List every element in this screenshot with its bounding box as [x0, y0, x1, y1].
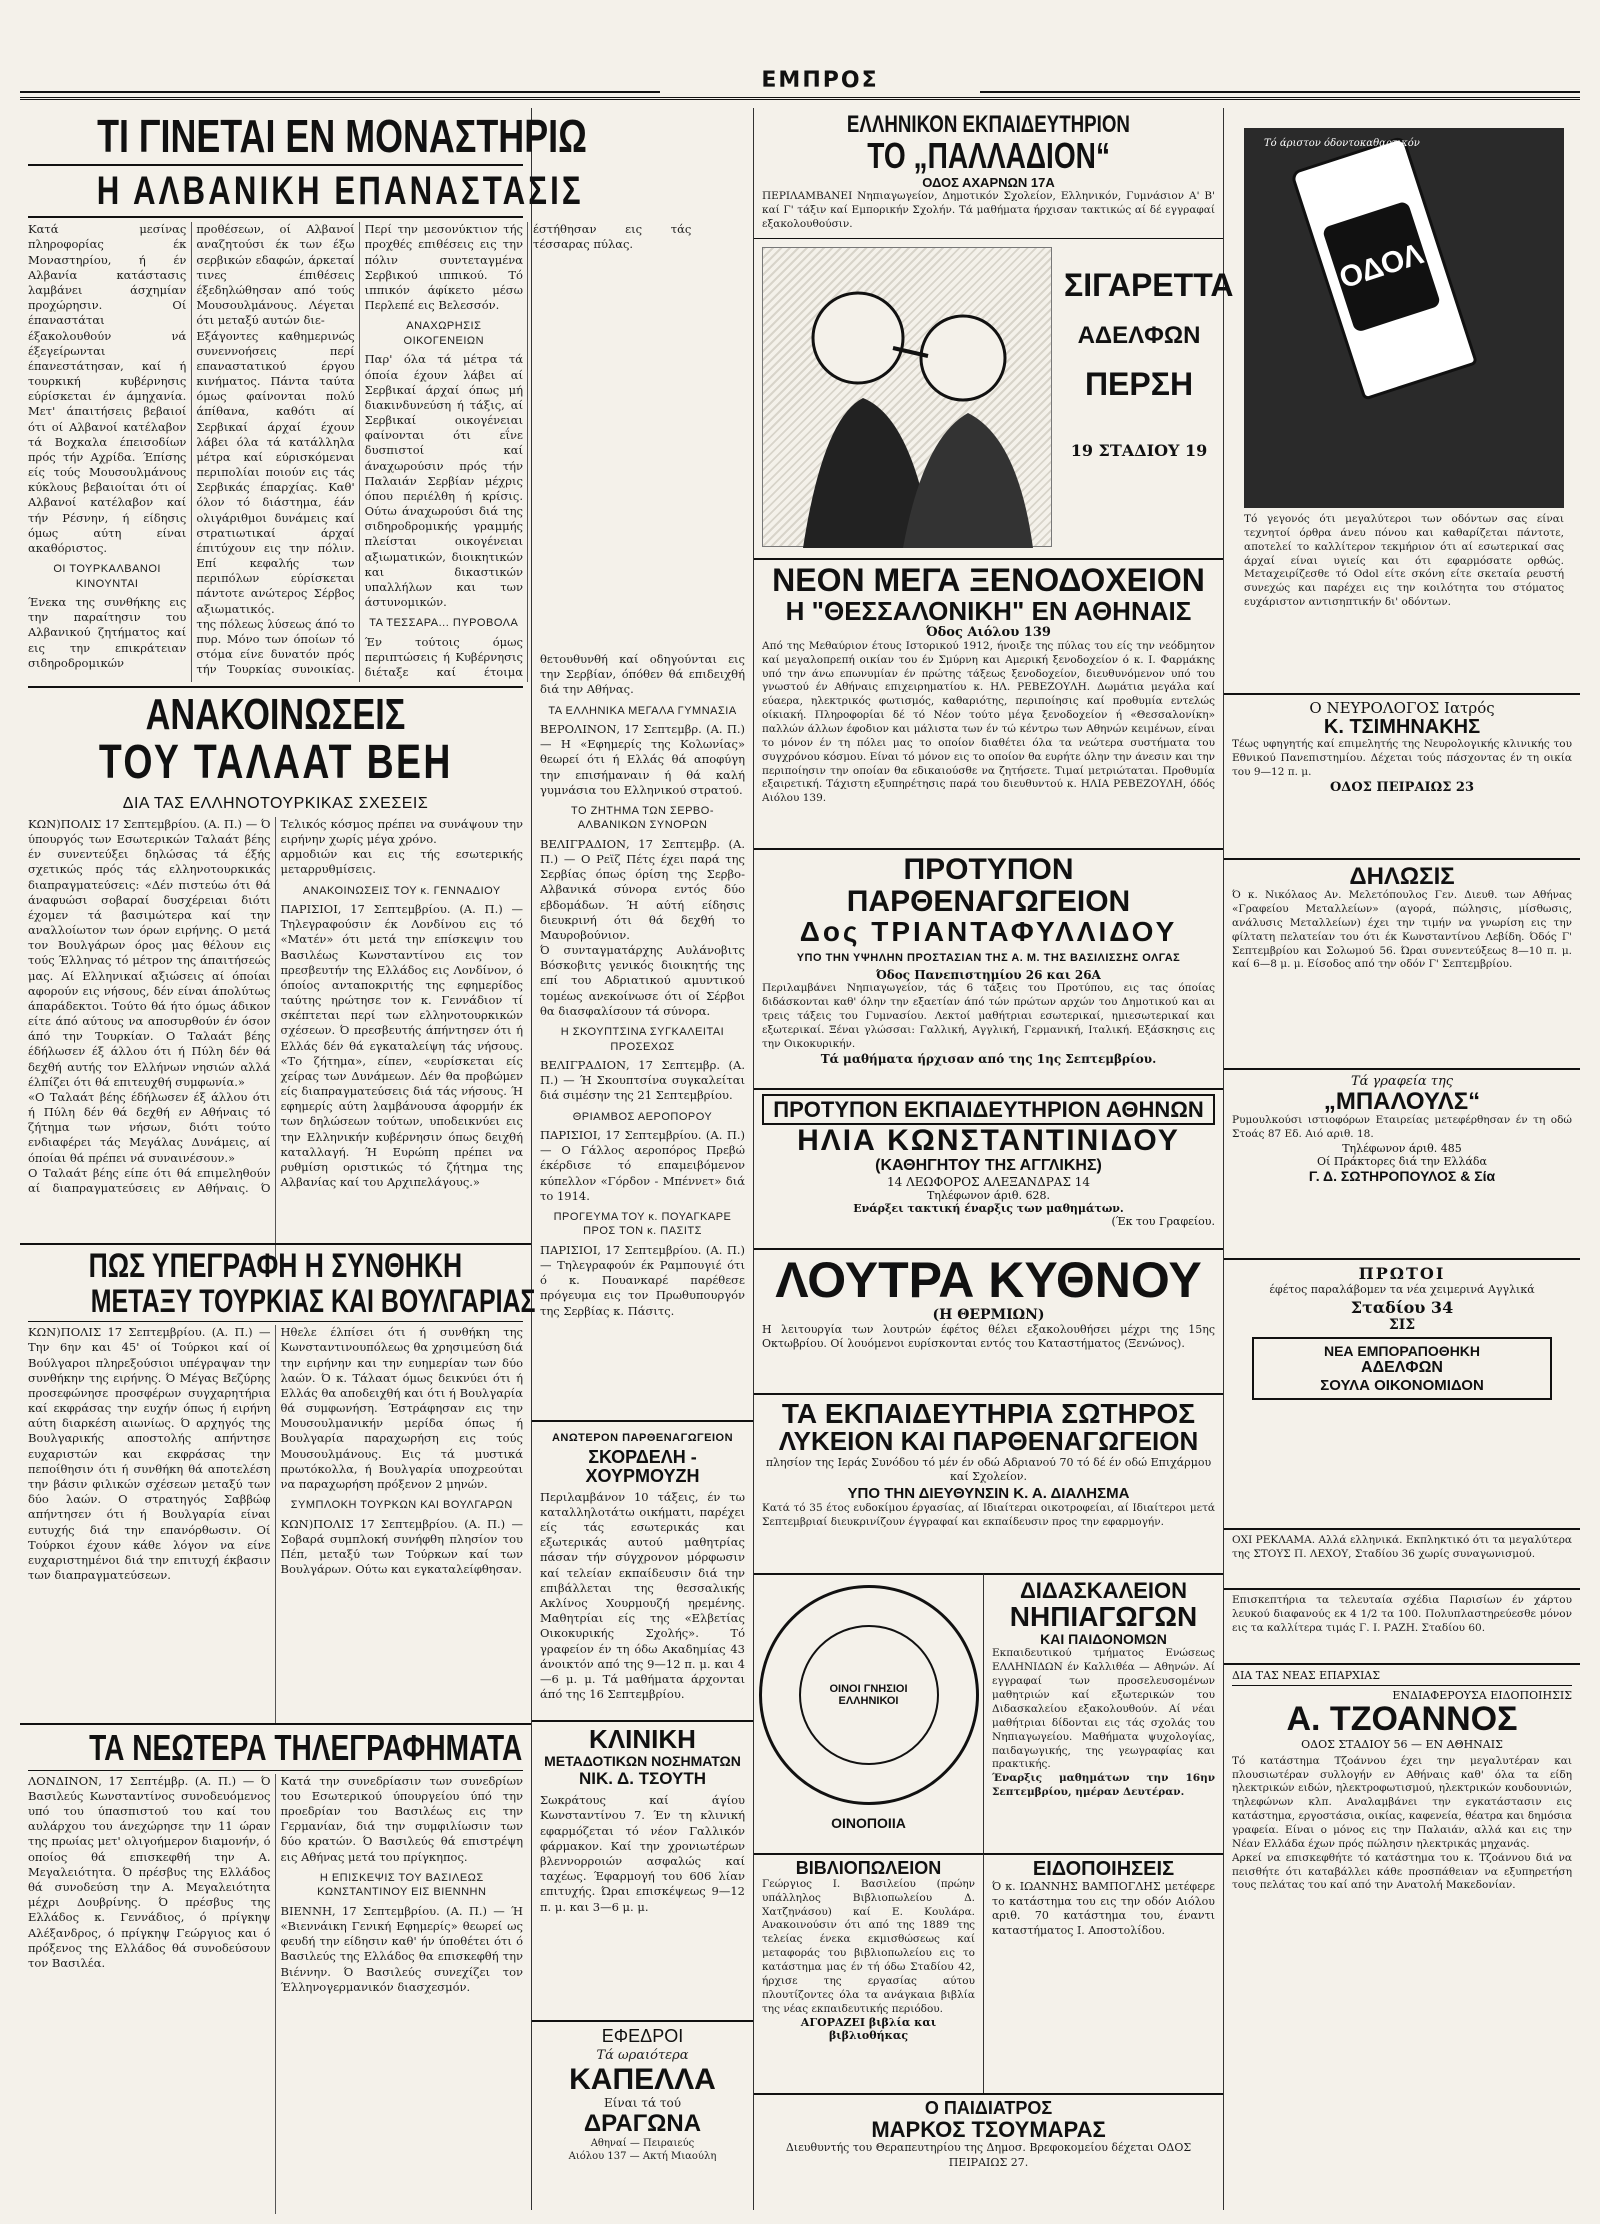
column-3 [754, 108, 1234, 2210]
masthead [20, 64, 1580, 100]
treaty-article [20, 1243, 536, 1723]
ad-balouls: Τά γραφεία της „ΜΠΑΛΟΥΛΣ“ Ρυμουλκούσι ιστιοφόρων Εταιρείας μετεφέρθησαν έν τη οδώ Στοάς 87 Εδ. Αιό αριθ. 18. Τηλέφωνον άριθ. 485 Οί Πράκτορες διά την Ελλάδα Γ. Δ. ΣΩΤΗΡΟΠΟΥΛΟΣ & Σία [1224, 1068, 1580, 1258]
dispatches-body: θετουθυνθή καί οδηγούνται εις την Σερβίαν, όπόθεν θά επιδειχθή διά την Αθήνας. ΤΑ ΕΛΛΗΝΙΚΑ ΜΕΓΑΛΑ ΓΥΜΝΑΣΙΑ ΒΕΡΟΛΙΝΟΝ, 17 Σεπτεμβρ. (Α. Π.) — Η «Εφημερίς της Κολωνίας» θεωρεί ότι ή Ελλάς θά αποφύγη την επισήμαναιν ή θά καλή γυμνάσια του Ελληνικού στρατού. ΤΟ ΖΗΤΗΜΑ ΤΩΝ ΣΕΡΒΟ-ΑΛΒΑΝΙΚΩΝ ΣΥΝΟΡΩΝ ΒΕΛΙΓΡΑΔΙΟΝ, 17 Σεπτεμβρ. (Α. Π.) — Ο Ρεϊζ Πέτς έχει παρά της Σερβίας όπως όρίση της Σερβο-Αλβανικά σύνορα εντός δύο εβδομάδων. Ή αύτή είδησις διευκρινή ότι θά δεχθή το Μαυροβούνιον. Ό συνταγματάρχης Αυλάνοβιτς Βόσκοβιτς γενικός διοικητής της επί του Αδριατικού αμυντικού τομέως ανεκοίνωσε ότι οί Σέρβοι θα διασφαλίσουν τά σύνορα. Η ΣΚΟΥΠΤΣΙΝΑ ΣΥΓΚΑΛΕΙΤΑΙ ΠΡΟΣΕΧΩΣ ΒΕΛΙΓΡΑΔΙΟΝ, 17 Σεπτεμβρ. (Α. Π.) — Ή Σκουπτσίνα συγκαλείται διά σιμέσην της 21 Σεπτεμβρίου. ΘΡΙΑΜΒΟΣ ΑΕΡΟΠΟΡΟΥ ΠΑΡΙΣΙΟΙ, 17 Σεπτεμβρίου. (Α. Π.) — Ο Γάλλος αεροπόρος Πρεβώ έκέρδισε τό επαμειβόμενον κύπελλον «Γόρδον - Μπέννετ» διά το 1914. ΠΡΟΓΕΥΜΑ ΤΟΥ κ. ΠΟΥΑΓΚΑΡΕ ΠΡΟΣ ΤΟΝ κ. ΠΑΣΙΤΣ ΠΑΡΙΣΙΟΙ, 17 Σεπτεμβρίου. (Α. Π.) — Τηλεγραφούν έκ Ραμπουγιέ ότι ό κ. Πουανκαρέ παρέθεσε πρόγευμα εις τον Πρωθυπουργόν της Σερβίας κ. Πάσιτς. [540, 652, 745, 1318]
ad-visiting-cards: Επισκεπτήρια τα τελευταία σχέδια Παρισίων έν χάρτου λευκού διαφανούς εκ 4 1/2 τα 100. Πολυπλαστηρεύεσθε μόνον εις τα καλλίτερα τιμάς Γ. Ι. ΡΑΖΗ. Σταδίου 60. [1224, 1588, 1580, 1663]
ad-vamboglis: ΕΙΔΟΠΟΙΗΣΕΙΣ Ό κ. ΙΩΑΝΝΗΣ ΒΑΜΠΟΓΛΗΣ μετέφερε το κατάστημα του εις την οδόν Αιόλου αριθ. 70 κατάστημα του, έναντι καταστήματος Ι. Αποστολίδου. [984, 1853, 1223, 2093]
ad-bookstore: ΒΙΒΛΙΟΠΩΛΕΙΟΝ Γεώργιος Ι. Βασιλείου (πρώην υπάλληλος Βιβλιοπωλείου Δ. Χατζηνάσου) καί Ε. Κουλάρα. Ανακοινούσιν ότι από της 1889 της τελείας ένεκα εκμισθώσεως καί μεταφοράς του βιβλιοπωλείου εις το κατάστημα μας έν τή όδω Σταδίου 42, ήρχισε της εργασίας αύτου πλουτίζοντες όλα τα ανάγκαια βιβλία της νέας εκπαιδευτικής περιόδου. ΑΓΟΡΑΖΕΙ βιβλία και βιβλιοθήκας [754, 1853, 984, 2093]
smokers-drawing [763, 248, 1053, 548]
headline-greek-turkish-relations: ΔΙΑ ΤΑΣ ΕΛΛΗΝΟΤΟΥΡΚΙΚΑΣ ΣΧΕΣΕΙΣ [122, 794, 429, 812]
treaty-body: ΚΩΝ)ΠΟΛΙΣ 17 Σεπτεμβρίου. (Α. Π.) — Την 6ην και 45' οί Τούρκοι καί οί Βούλγαροι πληρεξούσιοι υπέγραψαν την συνθήκην της ειρήνης. Ό Μέγας Βεζύρης προσεφώνησε προσφέρων συγχαρητήρια καί εκφράσας την ευχήν όπως ή ειρήνη αύτη διαρκέση αιωνίως. Ό αρχηγός της Βουλγαρικής αποστολής απήντησε ευχαριστών και εκφράσας την πεποίθησιν ότι ή συνθήκη θά αποτελέση την βάσιν φιλικών σχέσεων μεταξύ των δύο λαών. Ο στρατηγός Σαββώφ απήντησεν ότι ή Βουλγαρία είναι ευτυχής διά την επανόρθωσιν. Οί Τούρκοι έχουν κάθε λόγον να είνε ευχαριστημένοι διά την επιτυχή έκβασιν των διαπραγματεύσεων. Ηθελε έλπίσει ότι ή συνθήκη της Κωνσταντινουπόλεως θα χρησιμεύση διά την ειρήνην και την ευημερίαν των δύο λαών. Ό κ. Τάλαατ όμως δεικνύει ότι ή Ελλάς θα αποδειχθή και ότι ή Βουλγαρία θά συμφωνήση. Έστράφησαν εις την Μουσουλμανικήν μερίδα όπως ή Βουλγαρία παραχωρήση εις τούς Μουσουλμάνους. Εις τά μυστικά πρωτόκολλα, ή Βουλγαρία υποχρεούται να παραχωρήση πρόξενον 2 μηνών. ΣΥΜΠΛΟΚΗ ΤΟΥΡΚΩΝ ΚΑΙ ΒΟΥΛΓΑΡΩΝ ΚΩΝ)ΠΟΛΙΣ 17 Σεπτεμβρίου. (Α. Π.) — Σοβαρά συμπλοκή συνήφθη πλησίον του Πέπ, μεταξύ των Τούρκων καί των Βουλγάρων. Ούτω και εγκαταλείφθησαν. [28, 1325, 523, 1583]
column-4 [1224, 108, 1580, 2210]
ad-soula-store: ΠΡΩΤΟΙ έφέτος παραλάβομεν τα νέα χειμερινά Αγγλικά Σταδίου 34 ΣΙΣ ΝΕΑ ΕΜΠΟΡΑΠΟΘΗΚΗ ΑΔΕΛΦΩΝ ΣΟΥΛΑ ΟΙΚΟΝΟΜΙΔΟΝ [1224, 1258, 1580, 1528]
ad-palladion: ΕΛΛΗΝΙΚΟΝ ΕΚΠΑΙΔΕΥΤΗΡΙΟΝ ΤΟ „ΠΑΛΛΑΔΙΟΝ“ ΟΔΟΣ ΑΧΑΡΝΩΝ 17Α ΠΕΡΙΛΑΜΒΑΝΕΙ Νηπιαγωγείον, Δημοτικόν Σχολείον, Ελληνικόν, Γυμνάσιον Α' Β' καί Γ' τάξιν καί Εμπορικήν Σχολήν. Τά μαθήματα ήρχισαν τακτικώς αί δέ εγγραφαί εξακολουθούσιν. [762, 111, 1215, 230]
cigarette-text: ΣΙΓΑΡΕΤΤΑ ΑΔΕΛΦΩΝ ΠΕΡΣΗ 19 ΣΤΑΔΙΟΥ 19 [1064, 267, 1234, 461]
column-2 [532, 108, 754, 2210]
smokers-illustration [762, 247, 1052, 547]
ad-neurologist: Ο ΝΕΥΡΟΛΟΓΟΣ Ιατρός Κ. ΤΣΙΜΗΝΑΚΗΣ Τέως υφηγητής καί επιμελητής της Νευρολογικής κλινικής του Εθνικού Πανεπιστημίου. Δέχεται τούς πάσχοντας έν τη οικία του 9—12 π. μ. ΟΔΟΣ ΠΕΙΡΑΙΩΣ 23 [1224, 693, 1580, 858]
wine-seal [759, 1585, 979, 1805]
telegrams-body: ΛΟΝΔΙΝΟΝ, 17 Σεπτέμβρ. (Α. Π.) — Ό Βασιλεύς Κωνσταντίνος συνοδευόμενος υπό του ύπασπιστού του καί του αυλάρχου του άνεχώρησε την 11 ώραν της πρωίας μετ' ολιγοήμερον διαμονήν, ό οποίος θά επισκεφθή την Α. Μεγαλειότητα. Ό πρέσβυς της Ελλάδος θά συνοδεύση την Α. Μεγαλειότητα μέχρι Δουβρίνης. Ό πρέσβυς της Ελλάδος κ. Γεννάδιος, ό πρίγκηψ Αλέξανδρος, ό πρίγκηψ Γεώργιος και ό πρόξενος της Ελλάδος θά συνοδεύσουν τον Βασιλέα. Κατά την συνεδρίασιν των συνεδρίων του Εσωτερικού ύπουργείου ύπό την προεδρίαν του Βασιλέως εις την Γερμανίαν, διά την συμφιλίωσιν των δύο κρατών. Ό Βασιλεύς θά επιστρέψη εις Αθήνας μετά του πρίγκηπος. Η ΕΠΙΣΚΕΨΙΣ ΤΟΥ ΒΑΣΙΛΕΩΣ ΚΩΝΣΤΑΝΤΙΝΟΥ ΕΙΣ ΒΙΕΝΝΗΝ ΒΙΕΝΝΗ, 17 Σεπτεμβρίου. (Α. Π.) — Ή «Βιεννάικη Γενική Εφημερίς» θεωρεί ως φευδή την είδησιν καθ' ήν ύποθέτει ότι ό Βασιλεύς της Ελλάδος θα επισκεφθή την Βιέννην. Ό Βασιλεύς συνεχίζει τον Έλληνογερμανικόν διασχεσμόν. [28, 1773, 523, 1994]
masthead-rule-right [980, 91, 1580, 93]
ad-konstantinidou-school: ΠΡΟΤΥΠΟΝ ΕΚΠΑΙΔΕΥΤΗΡΙΟΝ ΑΘΗΝΩΝ ΗΛΙΑ ΚΩΝΣΤΑΝΤΙΝΙΔΟΥ (ΚΑΘΗΓΗΤΟΥ ΤΗΣ ΑΓΓΛΙΚΗΣ) 14 ΛΕΩΦΟΡΟΣ ΑΛΕΞΑΝΔΡΑΣ 14 Τηλέφωνον άριθ. 628. Ενάρξει τακτική έναρξις των μαθημάτων. (Έκ του Γραφείου. [754, 1088, 1223, 1248]
monastir-body: Κατά μεσίνας πληροφορίας έκ Μοναστηρίου, ή έν Αλβανία κατάστασις λαμβάνει άσχημίαν προχώρησιν. Οί έπαναστάται έξακολουθούν νά έξεγείρωνται έπανεστάτησαν, καί ή τουρκική κυβέρνησις εύρίσκεται έν άμηχανία. Μετ' άπαιτήσεις βεβαιοί ότι οί Αλβανοί κατέλαβον τά Βοχκαλα έπεισοδίων πρός τήν Αχρίδα. Έπίσης είς τούς Μουσουλμάνους κύκλους βεβαιοίται ότι οί Αλβανοί κατέλαβον καί τήν Ρέσνην, ή είδησις όμως αύτη είναι ακαθόριστος. ΟΙ ΤΟΥΡΚΑΛΒΑΝΟΙ ΚΙΝΟΥΝΤΑΙ Ένεκα της συνθήκης εις την παραίτησιν του Αλβανικού ζητήματος καί εις την επικράτειαν σιδηροδρομικών προθέσεων, οί Αλβανοί αναζητούσι έκ των έξω σερβικών εδαφών, άρκεταί τινες έπιθέσεις έξεδηλώθησαν από τούς Μουσουλμάνους. Λέγεται ότι μεταξύ αυτών διε- Εξάγοντες καθημερινώς συνεννοήσεις περί επαναστατικού έργου κινήματος. Πάντα ταύτα όμως φαίνονται πολύ άπίθανα, καθότι αί Σερβικαί άρχαί έχουν λάβει όλα τά κατάλληλα μέτρα καί εύρισκόμεναι περιπολίαι ποιούν εις τάς Σερβικάς έπαρχίας. Καθ' όλον τό διάστημα, έάν ολιγάριθμοι δυνάμεις καί στρατιωτικαί άρχαί έπιτύχουν εις την πόλιν. Επί κεφαλής των περιπόλων εύρίσκεται πάντοτε ανώτερος Σέρβος αξιωματικός. της πόλεως λύσεως άπό το πυρ. Μόνο των όποίων τό στόμα είνε δυνατόν πρός τήν Τουρκίας συνοικίας. Περί την μεσονύκτιον τής προχθές επιθέσεις εις την πόλιν συντεταγμένα Σερβικού ιππικού. Τό ιππικόν άφίκετο μέσω Περλεπέ εις Βελεσσόν. ΑΝΑΧΩΡΗΣΙΣ ΟΙΚΟΓΕΝΕΙΩΝ Παρ' όλα τά μέτρα τά όποία έχουν λάβει αί Σερβικαί άρχαί όπως μή διακινδυνεύση ή τάξις, αί Σερβικαί οικογένειαι φαίνονται ότι εΐνε δυσπιστοί καί άναχωρούσιν πρός τήν Παλαιάν Σερβίαν μέχρις όπου περιέλθη ή κρίσις. Ούτω άναχωρούσι διά της σιδηροδρομικής γραμμής πλείσται οικογένειαι αξιωματικών, διοικητικών και δικαστικών υπαλλήλων και των άστυνομικών. ΤΑ ΤΕΣΣΑΡΑ... ΠΥΡΟΒΟΛΑ Έν τούτοις όμως περιπτώσεις ή Κυβέρνησις διέταξε καί έτοιμα έστήθησαν εις τάς τέσσαρας πύλας. [28, 222, 692, 680]
ad-no-advertising: ΟΧΙ ΡΕΚΛΑΜΑ. Αλλά ελληνικά. Εκπληκτικό ότι τα μεγαλύτερα της ΣΤΟΥΣ Π. ΛΕΧΟΥ, Σταδίου 36 χωρίς συναγωνισμού. [1224, 1528, 1580, 1588]
telegrams-article [20, 1723, 531, 2210]
ad-triantafyllidou-school: ΠΡΟΤΥΠΟΝ ΠΑΡΘΕΝΑΓΩΓΕΙΟΝ Δος ΤΡΙΑΝΤΑΦΥΛΛΙΔΟΥ ΥΠΟ ΤΗΝ ΥΨΗΛΗΝ ΠΡΟΣΤΑΣΙΑΝ ΤΗΣ Α. Μ. ΤΗΣ ΒΑΣΙΛΙΣΣΗΣ ΟΛΓΑΣ Όδος Πανεπιστημίου 26 και 26Α Περιλαμβάνει Νηπιαγωγείον, τάς 6 τάξεις του Προτύπου, εις τας όποίας διδάσκονται καθ' όλην την εξαετίαν άπό τών πρώτων αρχών του Δημοτικού και αι τρεις τάξεις του Γυμνασίου. Λεκτοί μαθήτριαι εσωτερικαί, ημιεσωτερικαί και εξωτερικαί. Ξέναι γλώσσαι: Γαλλική, Αγγλική, Γερμανική, Ιταλική. Εξάσκησις εις την Οικοκυρικήν. Τά μαθήματα ήρχισαν από της 1ης Σεπτεμβρίου. [754, 848, 1223, 1088]
headline-treaty: ΠΩΣ ΥΠΕΓΡΑΦΗ Η ΣΥΝΘΗΚΗ [88, 1247, 463, 1285]
ad-wine-stamp: ΟΙΝΟΙ ΓΝΗΣΙΟΙ ΕΛΛΗΝΙΚΟΙ ΟΙΝΟΠΟΙΙΑ [754, 1573, 984, 1853]
ad-hotel-thessaloniki: ΝΕΟΝ ΜΕΓΑ ΞΕΝΟΔΟΧΕΙΟΝ Η "ΘΕΣΣΑΛΟΝΙΚΗ" ΕΝ ΑΘΗΝΑΙΣ Όδος Αιόλου 139 Από της Μεθαύριον έτους Ιστορικού 1912, ήνοιξε της πύλας του είς την νεόδμητον καί μεγαλοπρεπή οικίαν του έν Σμύρνη και Αμερική ξενοδοχείον ό κ. Ι. Φαρμάκης υπό την άνω επωνυμίαν έν πρώτης τάξεως ξενοδοχείον, διευθυνόμενον υπό του γνωστού έν Αθήναις επιχειρηματίου κ. ΗΛ. ΡΕΒΕΖΟΥΛΗ. Δωμάτια μεγάλα καί εύαερα, ηλεκτρικός φωτισμός, καθαριότης, περιποίησις καί προθυμία εντελώς οίκιακή. Πληροφορίαι δέ τό Νέον τούτο μέγα ξενοδοχείον ή «Θεσσαλονίκη» παλλών άλλων έφοδιον και μάλιστα των έν τώ κέντρω των Αθηνών κειμένων, είναι το μόνον έν τη πόλει μας το οποίον διαθέτει όλα τα νεώτερα συστήματα του συγχρόνου κόσμου. Είναι τό μόνον εις το οποίον θα ευρήτε όλην την άνεσιν και την περιποίησιν την οποίαν θα εδικαιούσθε να ζητήσετε. Τιμαί μετριώταται. Προθυμία εξαιρετική. Τάχιστη εξυπηρέτησις παρά του διευθυντού κ. ΗΛΙΑ ΡΕΒΕΖΟΥΛΗ, όδός Αιόλου 139. [754, 558, 1223, 848]
ad-sotiros-schools: ΤΑ ΕΚΠΑΙΔΕΥΤΗΡΙΑ ΣΩΤΗΡΟΣ ΛΥΚΕΙΟΝ ΚΑΙ ΠΑΡΘΕΝΑΓΩΓΕΙΟΝ πλησίον της Ιεράς Συνόδου τό μέν έν οδώ Αδριανού 70 τό δέ έν οδώ Επιχάρμου καί Σχολείον. ΥΠΟ ΤΗΝ ΔΙΕΥΘΥΝΣΙΝ Κ. Α. ΔΙΑΛΗΣΜΑ Κατά τό 35 έτος ευδοκίμου έργασίας, αί Ιδιαίτεραι οικοτροφείαι, αί Ιδιαίτεροι μετά Σεπτεμβριαί διευκρινίζουν έγγραφαί και εκπαίδευσιν προς την εφαρμογήν. [754, 1393, 1223, 1573]
talaat-body: ΚΩΝ)ΠΟΛΙΣ 17 Σεπτεμβρίου. (Α. Π.) — Ό ύπουργός των Εσωτερικών Ταλαάτ βέης έν συνεντεύξει δηλώσας τά έξής σχετικώς πρός τάς ελληνοτουρκικάς διαπραγματεύσεις: «Δέν πιστεύω ότι θά άναφυώσι σοβαραί δυσχέρειαι διότι έχομεν τά βασιμώτερα καί την αναλλοίωτον των όρων ειρήνης. Ο μετά τον Βουλγάρων όρος μας θέλουν εις τούς Έλληνας τό μέτρον της άπαιτήσεώς μας. Αί Ελληνικαί αξιώσεις αί όποίαι αφορούν εις νήσους, δέν είναι άπολύτως άπαράδεκτοι. Τούτο θά ήτο όμως άδικον είτε άπό αύτους να αποσυρθούν έν όσον άπό την Τουρκίαν. Ο Ταλαάτ βέης έδήλωσεν έξ άλλου ότι ή Πύλη δέν θά δεχθή αυτής τον Ελλήνων νησιών αλλά έλπίζει ότι θά επιτευχθή συμφωνία.» «Ο Ταλαάτ βέης έδήλωσεν έξ άλλου ότι ή Πύλη δέν θά δεχθή εν Αθήναις τό ζήτημα των νήσων, διότι τούτο ενδιαφέρει τάς Μεγάλας Δυνάμεις, αί όποίαι θά πρέπει νά συναινέσουν.» Ο Ταλαάτ βέης είπε ότι θά επιμεληθούν αί διαπραγματεύσεις εν Αθήναις. Ό Τελικός κόσμος πρέπει να συνάψουν την ειρήνην χωρίς μέγα χρόνο. αρμοδιών και εις τής εσωτερικής μεταρρυθμίσεις. ΑΝΑΚΟΙΝΩΣΕΙΣ ΤΟΥ κ. ΓΕΝΝΑΔΙΟΥ ΠΑΡΙΣΙΟΙ, 17 Σεπτεμβρίου. (Α. Π.) — Τηλεγραφούσιν έκ Λονδίνου εις τό «Ματέν» ότι μετά την επίσκεψιν του Βασιλέως Κωνσταντίνου εις τον πρεσβευτήν της Ελλάδος εις Λονδίνον, ό όποίος ανταποκριτής της εφημερίδος ταύτης ηρώτησε τον κ. Γεννάδιον τί σκέπτεται περί των ελληνοτουρκικών σχέσεων. Ό πρεσβευτής άπήντησεν ότι ή Ελλάς δέν θά εγκαταλείψη τάς νήσους. «Το ζήτημα», είπεν, «ευρίσκεται είς χείρας των Δυνάμεων. Δέν θα προβώμεν είς διαπραγματεύσεις διά τάς νήσους. Ή εφημερίς αύτη λαμβάνουσα άφορμήν έκ των δηλώσεων τούτων, υποδεικνύει εις την Ελληνικήν κυβέρνησιν όπως δειχθή καταλλαγή. Ή Ευρώπη πρέπει να ρυθμίση οριστικώς τό ζήτημα της Αλβανίας καί του Αρχιπελάγους.» [28, 816, 523, 1195]
headline-announcements: ΑΝΑΚΟΙΝΩΣΕΙΣ [145, 690, 406, 740]
newspaper-name: ΕΜΠΡΟΣ [761, 68, 879, 93]
palladion-name: ΤΟ „ΠΑΛΛΑΔΙΟΝ“ [867, 135, 1110, 177]
headline-latest-telegrams: ΤΑ ΝΕΩΤΕΡΑ ΤΗΛΕΓΡΑΦΗΜΑΤΑ [89, 1727, 523, 1768]
ad-declaration: ΔΗΛΩΣΙΣ Ό κ. Νικόλαος Αν. Μελετόπουλος Γεν. Διευθ. των Αθήνας «Γραφείου Μεταλλείων» (αγορά, πώλησις, μίσθωσις, ανάλυσις Μεταλλείων) έχει την τιμήν να γνωρίση εις την φίλτατη πελατείαν του ότι έκ Κωνσταντίνου Λεβίδη. Όδός Γ' Σεπτεμβρίου και Σολωμού 56. Ώραι συνεντεύξεως 8—10 π. μ. καί 6—8 μ. μ. Είσοδος από την οδόν Γ' Σεπτεμβρίου. [1224, 858, 1580, 1068]
ad-hats: ΕΦΕΔΡΟΙ Τά ωραιότερα ΚΑΠΕΛΛΑ Είναι τά τού ΔΡΑΓΩΝΑ Αθηναί — Πειραιεύς Αιόλου 137 — Ακτή Μιαούλη [532, 2020, 753, 2210]
headline-turkey-bulgaria: ΜΕΤΑΞΥ ΤΟΥΡΚΙΑΣ ΚΑΙ ΒΟΥΛΓΑΡΙΑΣ [90, 1282, 536, 1319]
ad-tzoannos: ΔΙΑ ΤΑΣ ΝΕΑΣ ΕΠΑΡΧΙΑΣ ΕΝΔΙΑΦΕΡΟΥΣΑ ΕΙΔΟΠΟΙΗΣΙΣ Α. ΤΖΟΑΝΝΟΣ ΟΔΟΣ ΣΤΑΔΙΟΥ 56 — ΕΝ ΑΘΗΝΑΙΣ Τό κατάστημα Τζοάννου έχει την μεγαλυτέραν και πλουσιωτέραν συλλογήν εν Αθήναις καθ' όλα τα είδη ηλεκτρικών ειδών, ηλεκτροφωτισμού, ηλεκτρικών κουδουνιών, τηλεφώνων κλπ. Αναλαμβάνει την εγκατάστασιν εις κατάστημα, εργοστάσια, οικίας, καφενεία, θέατρα και δημόσια γραφεία. Είναι ο μόνος εις την Παλαιάν, αλλά και εις την Νέαν Ελλάδα έχων πρός πώλησιν ηλεκτρικάς μηχανάς. Αρκεί να επισκεφθήτε τό κατάστημα του κ. Τζοάννου διά να πεισθήτε ότι καταβάλλει κάθε προσπάθειαν να εξυπηρετήση τους πελάτας του καί από την Ανατολή Μακεδονίαν. [1224, 1663, 1580, 2210]
headline-monastir: ΤΙ ΓΙΝΕΤΑΙ ΕΝ ΜΟΝΑΣΤΗΡΙΩ [97, 110, 587, 162]
ad-skordeli-school: ΑΝΩΤΕΡΟΝ ΠΑΡΘΕΝΑΓΩΓΕΙΟΝ ΣΚΟΡΔΕΛΗ - ΧΟΥΡΜΟΥΖΗ Περιλαμβάνον 10 τάξεις, έν τω καταλληλοτάτω οικήματι, παρέχει είς τάς εσωτερικάς και εξωτερικάς αυτού μαθητρίας πάσαν τήν σύγχρονον μόρφωσιν καί τελείαν εκπαίδευσιν διά την επιβάλλεται της θεσσαλικής Ακλίνος Χουρμουζή ηρεμένης. Μαθητρίαι είς της «Ελβετίας Οικοκυρικής Σχολής». Τό γραφείον έν τη όδω Ακαδημίας 43 άνοικτόν από της 9—12 π. μ. και 4—6 μ. μ. Τά μαθήματα άρχονται άπό της 16 Σεπτεμβρίου. [532, 1420, 753, 1720]
ad-cigarette [754, 238, 1234, 558]
headline-talaat-bey: ΤΟΥ ΤΑΛΑΑΤ ΒΕΗ [98, 736, 453, 790]
masthead-rule-left [20, 91, 660, 93]
ad-odol: ΟΔΟΛ Τό άριστον όδοντοκαθαρτικόν Τό γεγονός ότι μεγαλύτεροι των οδόντων σας είναι τεχνητοί όρθρα άνευ πόνου και καθαρίζεται πάντοτε, αποτελεί το καλλίτερον τεκμήριον ότι αί εσωτερικαί σας άρχαί είναι υγιείς και ότι εφαρμόσατε ορθώς. Μεταχειρίζεσθε τό Odol είτε σκόνη είτε σκεταία ρευστή συνεχώς και παρέχει εις την κοιλότητα του στόματος ευχάριστον αντισηπτικήν δι' οδόντων. [1224, 108, 1580, 693]
ad-clinic: ΚΛΙΝΙΚΗ ΜΕΤΑΔΟΤΙΚΩΝ ΝΟΣΗΜΑΤΩΝ ΝΙΚ. Δ. ΤΣΟΥΤΗ Σωκράτους καί άγίου Κωνσταντίνου 7. Έν τη κλινική εφαρμόζεται τό νέον Γαλλικόν φάρμακον. Καί την χρονιωτέρων βλεννορροιών ασφαλώς καί ταχέως. Έφαρμογή του 606 λίαν επιτυχής. Ώραι επισκέψεως 9—12 π. μ. και 3—6 μ. μ. [532, 1720, 753, 2020]
ad-pediatrician: Ο ΠΑΙΔΙΑΤΡΟΣ ΜΑΡΚΟΣ ΤΣΟΥΜΑΡΑΣ Διευθυντής του Θεραπευτηρίου της Δημοσ. Βρεφοκομείου δέχεται ΟΔΟΣ ΠΕΙΡΑΙΩΣ 27. [754, 2093, 1223, 2210]
wine-seal-inner: ΟΙΝΟΙ ΓΝΗΣΙΟΙ ΕΛΛΗΝΙΚΟΙ [799, 1625, 939, 1765]
headline-albanian-revolt: Η ΑΛΒΑΝΙΚΗ ΕΠΑΝΑΣΤΑΣΙΣ [96, 169, 584, 214]
ad-kindergarten-school: ΔΙΔΑΣΚΑΛΕΙΟΝ ΝΗΠΙΑΓΩΓΩΝ ΚΑΙ ΠΑΙΔΟΝΟΜΩΝ Εκπαιδευτικού τμήματος Ενώσεως ΕΛΛΗΝΙΔΩΝ έν Καλλιθέα — Αθηνών. Αί εγγραφαί των προσελευσομένων μαθητριών καί εξωτερικών του Διδασκαλείου εξακολουθούν. Αί νέαι μαθήτριαι δίδονται εις τάς σχολάς του Νηπιαγωγείου. Μαθήματα ψυχολογίας, παιδαγωγικής, της γεωγραφίας και πρακτικής. Έναρξις μαθημάτων την 16ην Σεπτεμβρίου, ημέραν Δευτέραν. [984, 1573, 1223, 1853]
palladion-title: ΕΛΛΗΝΙΚΟΝ ΕΚΠΑΙΔΕΥΤΗΡΙΟΝ [846, 111, 1131, 138]
odol-label: ΟΔΟΛ [1322, 201, 1442, 333]
ad-kythnos-baths: ΛΟΥΤΡΑ ΚΥΘΝΟΥ (Η ΘΕΡΜΙΩΝ) Η λειτουργία των λουτρών έφέτος θέλει εξακολουθήσει μέχρι της 15ης Οκτωβρίου. Οί λουόμενοι ευρίσκονται εντός του Καταστήματος (Ξενώνος). [754, 1248, 1223, 1393]
